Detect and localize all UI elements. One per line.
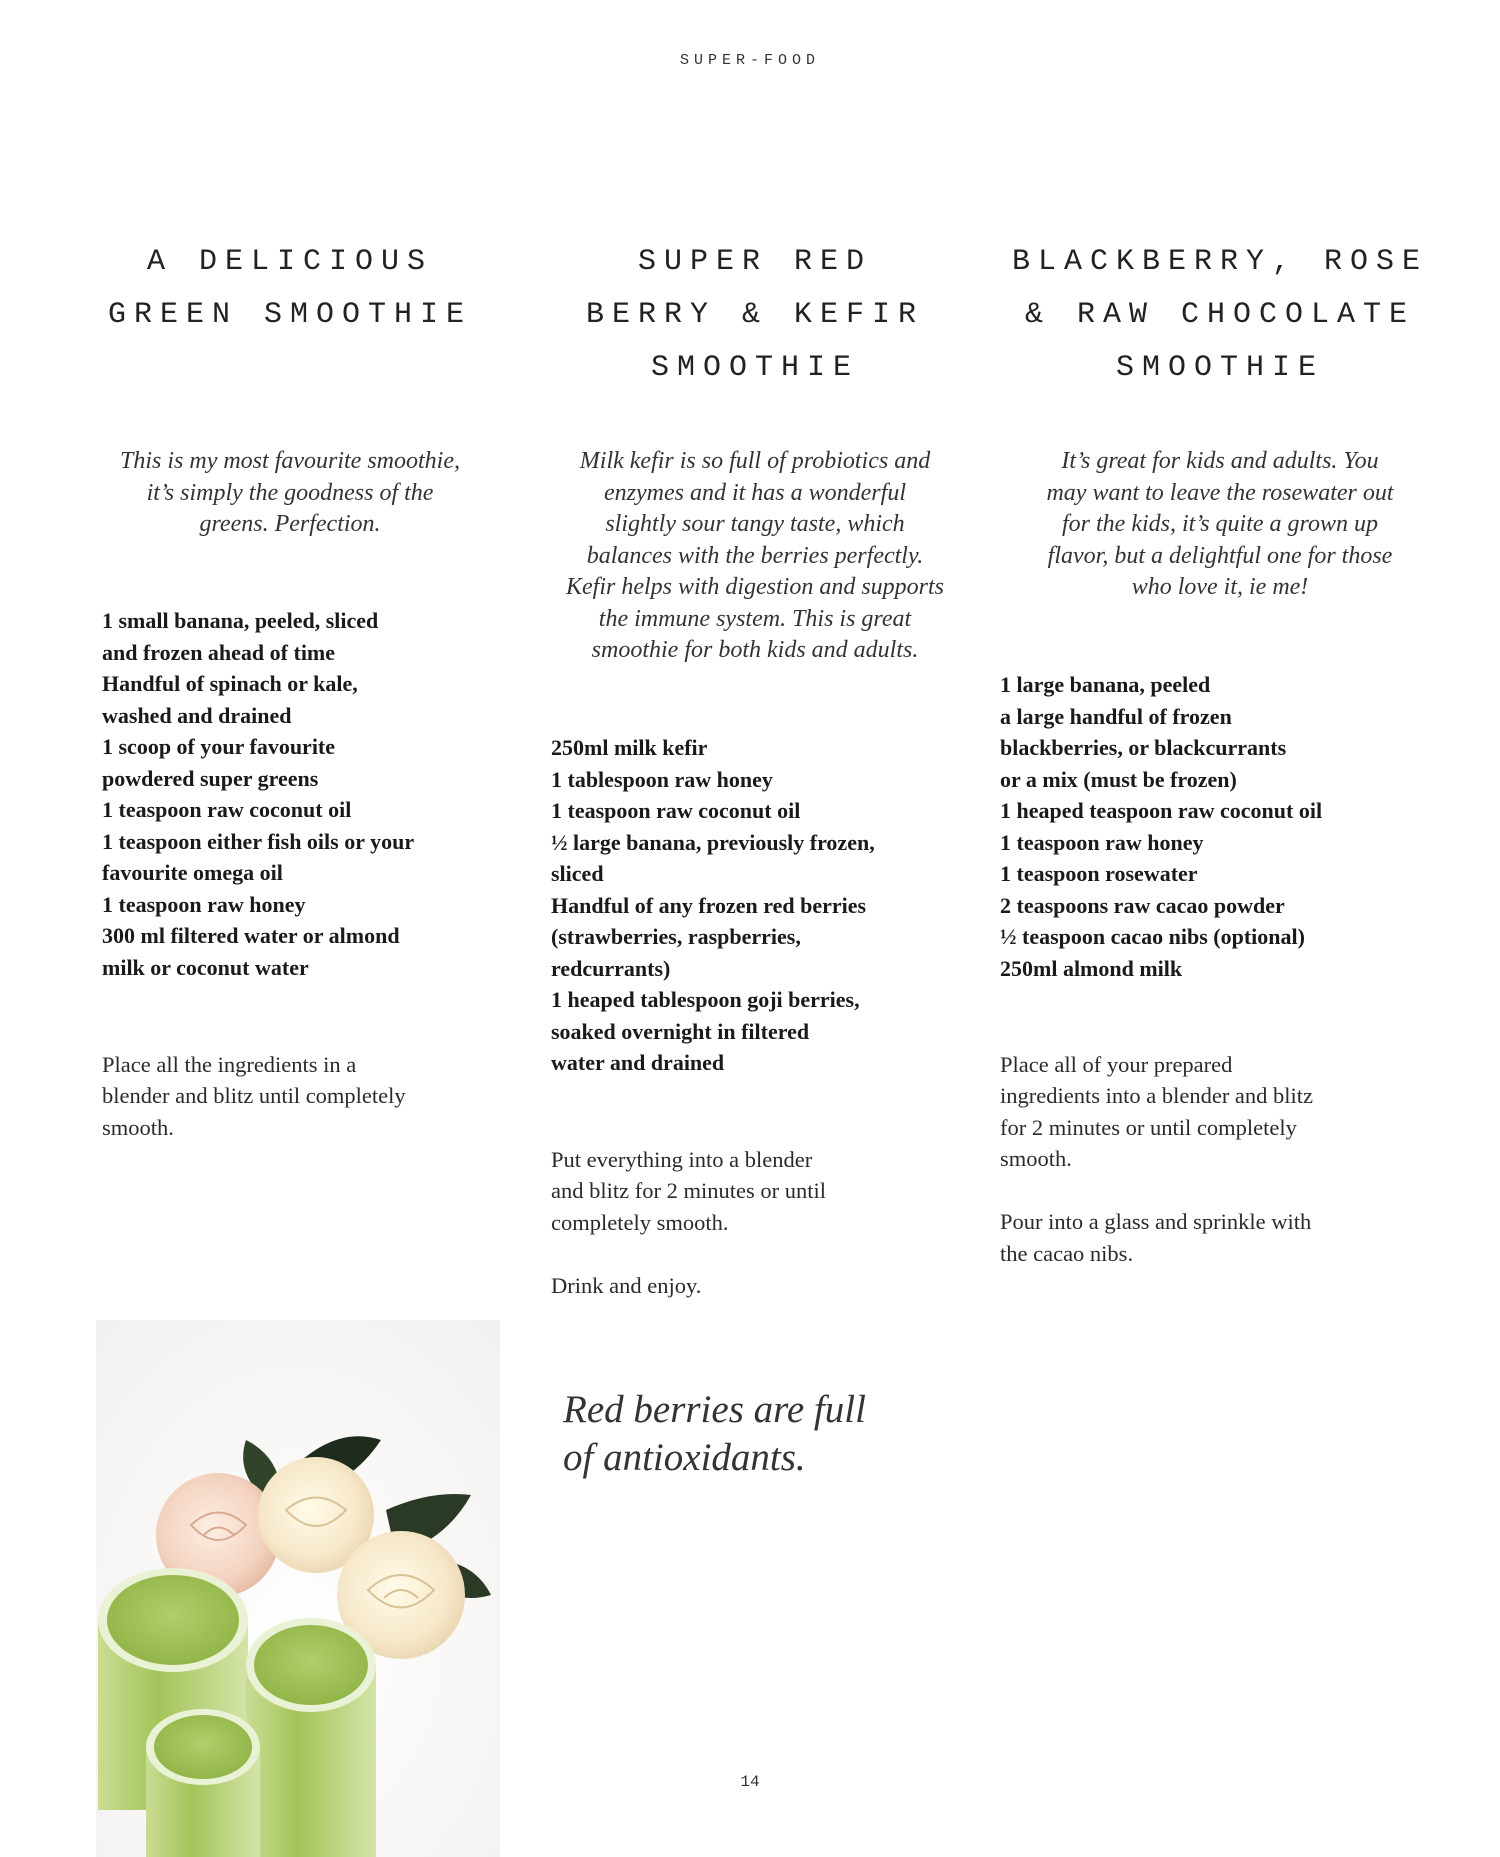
title-line: A DELICIOUS bbox=[146, 245, 434, 279]
intro-line: greens. Perfection. bbox=[199, 511, 381, 537]
ingredient-item: 1 heaped teaspoon raw coconut oil bbox=[1000, 798, 1323, 823]
intro-line: balances with the berries perfectly. bbox=[586, 542, 924, 569]
ingredient-item: 1 teaspoon either fish oils or your favourite omega oil bbox=[102, 828, 415, 885]
intro-line: Milk kefir is so full of probiotics and bbox=[579, 448, 931, 474]
method-3: Place all of your prepared ingredients into a blender and blitz for 2 minutes or until completely smooth. Pour into a glass and sprinkle with the cacao nibs. bbox=[1000, 1051, 1314, 1266]
ingredient-item: 1 heaped tablespoon goji berries, soaked overnight in filtered water and drained bbox=[551, 987, 860, 1075]
recipe-intro-3 bbox=[1000, 446, 1440, 604]
title-line: & RAW CHOCOLATE bbox=[1024, 298, 1416, 332]
ingredient-item: ½ large banana, previously frozen, sliced bbox=[551, 829, 875, 886]
intro-line: enzymes and it has a wonderful bbox=[604, 479, 906, 506]
quote-line: of antioxidants. bbox=[563, 1436, 806, 1479]
ingredient-list-3 bbox=[1000, 669, 1440, 984]
ingredient-list-1 bbox=[102, 605, 502, 983]
ingredient-item: 1 tablespoon raw honey bbox=[551, 766, 773, 792]
ingredient-item: Handful of spinach or kale, washed and drained bbox=[102, 671, 358, 728]
title-line: BLACKBERRY, ROSE bbox=[1011, 245, 1429, 279]
smoothie-surface bbox=[107, 1575, 239, 1665]
method-1: Place all the ingredients in a blender and blitz until completely smooth. bbox=[102, 1051, 406, 1140]
recipe-title-3 bbox=[1000, 236, 1440, 395]
intro-line: Kefir helps with digestion and supports bbox=[565, 574, 945, 600]
title-line: SUPER RED bbox=[637, 245, 873, 279]
intro-line: the immune system. This is great bbox=[598, 605, 912, 632]
intro-line: may want to leave the rosewater out bbox=[1046, 479, 1394, 506]
recipe-intro-1 bbox=[80, 446, 500, 541]
ingredient-item: 1 teaspoon raw coconut oil bbox=[102, 797, 352, 822]
intro-line: smoothie for both kids and adults. bbox=[591, 637, 919, 663]
smoothie-surface bbox=[154, 1715, 252, 1779]
ingredient-item: a large handful of frozen blackberries, or blackcurrants or a mix (must be frozen) bbox=[1000, 703, 1287, 792]
ingredient-item: 1 small banana, peeled, sliced and frozen ahead of time bbox=[102, 608, 379, 665]
running-header: SUPER-FOOD bbox=[679, 52, 820, 69]
ingredient-item: Handful of any frozen red berries (strawberries, raspberries, redcurrants) bbox=[551, 892, 867, 981]
ingredient-list-2 bbox=[551, 732, 971, 1079]
ingredient-item: 1 teaspoon rosewater bbox=[1000, 861, 1198, 886]
intro-line: who love it, ie me! bbox=[1131, 574, 1309, 600]
ingredient-item: 300 ml filtered water or almond milk or coconut water bbox=[102, 923, 400, 980]
intro-line: flavor, but a delightful one for those bbox=[1047, 542, 1393, 569]
intro-line: It’s great for kids and adults. You bbox=[1061, 448, 1379, 474]
ingredient-item: 1 scoop of your favourite powdered super greens bbox=[102, 734, 336, 791]
pull-quote bbox=[563, 1386, 1083, 1482]
intro-line: This is my most favourite smoothie, bbox=[120, 448, 460, 474]
ingredient-item: 1 teaspoon raw honey bbox=[1000, 829, 1204, 855]
recipe-title-1 bbox=[80, 236, 500, 342]
ingredient-item: 1 teaspoon raw coconut oil bbox=[551, 798, 801, 823]
ingredient-item: 250ml almond milk bbox=[1000, 955, 1183, 981]
title-line: SMOOTHIE bbox=[650, 351, 860, 385]
quote-line: Red berries are full bbox=[563, 1388, 866, 1431]
ingredient-item: 1 large banana, peeled bbox=[1000, 672, 1211, 697]
title-line: SMOOTHIE bbox=[1115, 351, 1325, 385]
recipe-title-2 bbox=[540, 236, 970, 395]
method-2: Put everything into a blender and blitz for 2 minutes or until completely smooth. Drink and enjoy. bbox=[551, 1146, 826, 1298]
intro-line: slightly sour tangy taste, which bbox=[605, 511, 905, 537]
recipe-intro-2 bbox=[540, 446, 970, 667]
ingredient-item: 250ml milk kefir bbox=[551, 735, 708, 760]
ingredient-item: ½ teaspoon cacao nibs (optional) bbox=[1000, 924, 1305, 949]
smoothie-surface bbox=[254, 1625, 368, 1705]
intro-line: it’s simply the goodness of the bbox=[146, 479, 434, 506]
title-line: BERRY & KEFIR bbox=[585, 298, 925, 332]
page-number: 14 bbox=[740, 1773, 760, 1791]
title-line: GREEN SMOOTHIE bbox=[107, 298, 473, 332]
intro-line: for the kids, it’s quite a grown up bbox=[1061, 511, 1378, 537]
ingredient-item: 1 teaspoon raw honey bbox=[102, 891, 306, 917]
ingredient-item: 2 teaspoons raw cacao powder bbox=[1000, 892, 1285, 918]
